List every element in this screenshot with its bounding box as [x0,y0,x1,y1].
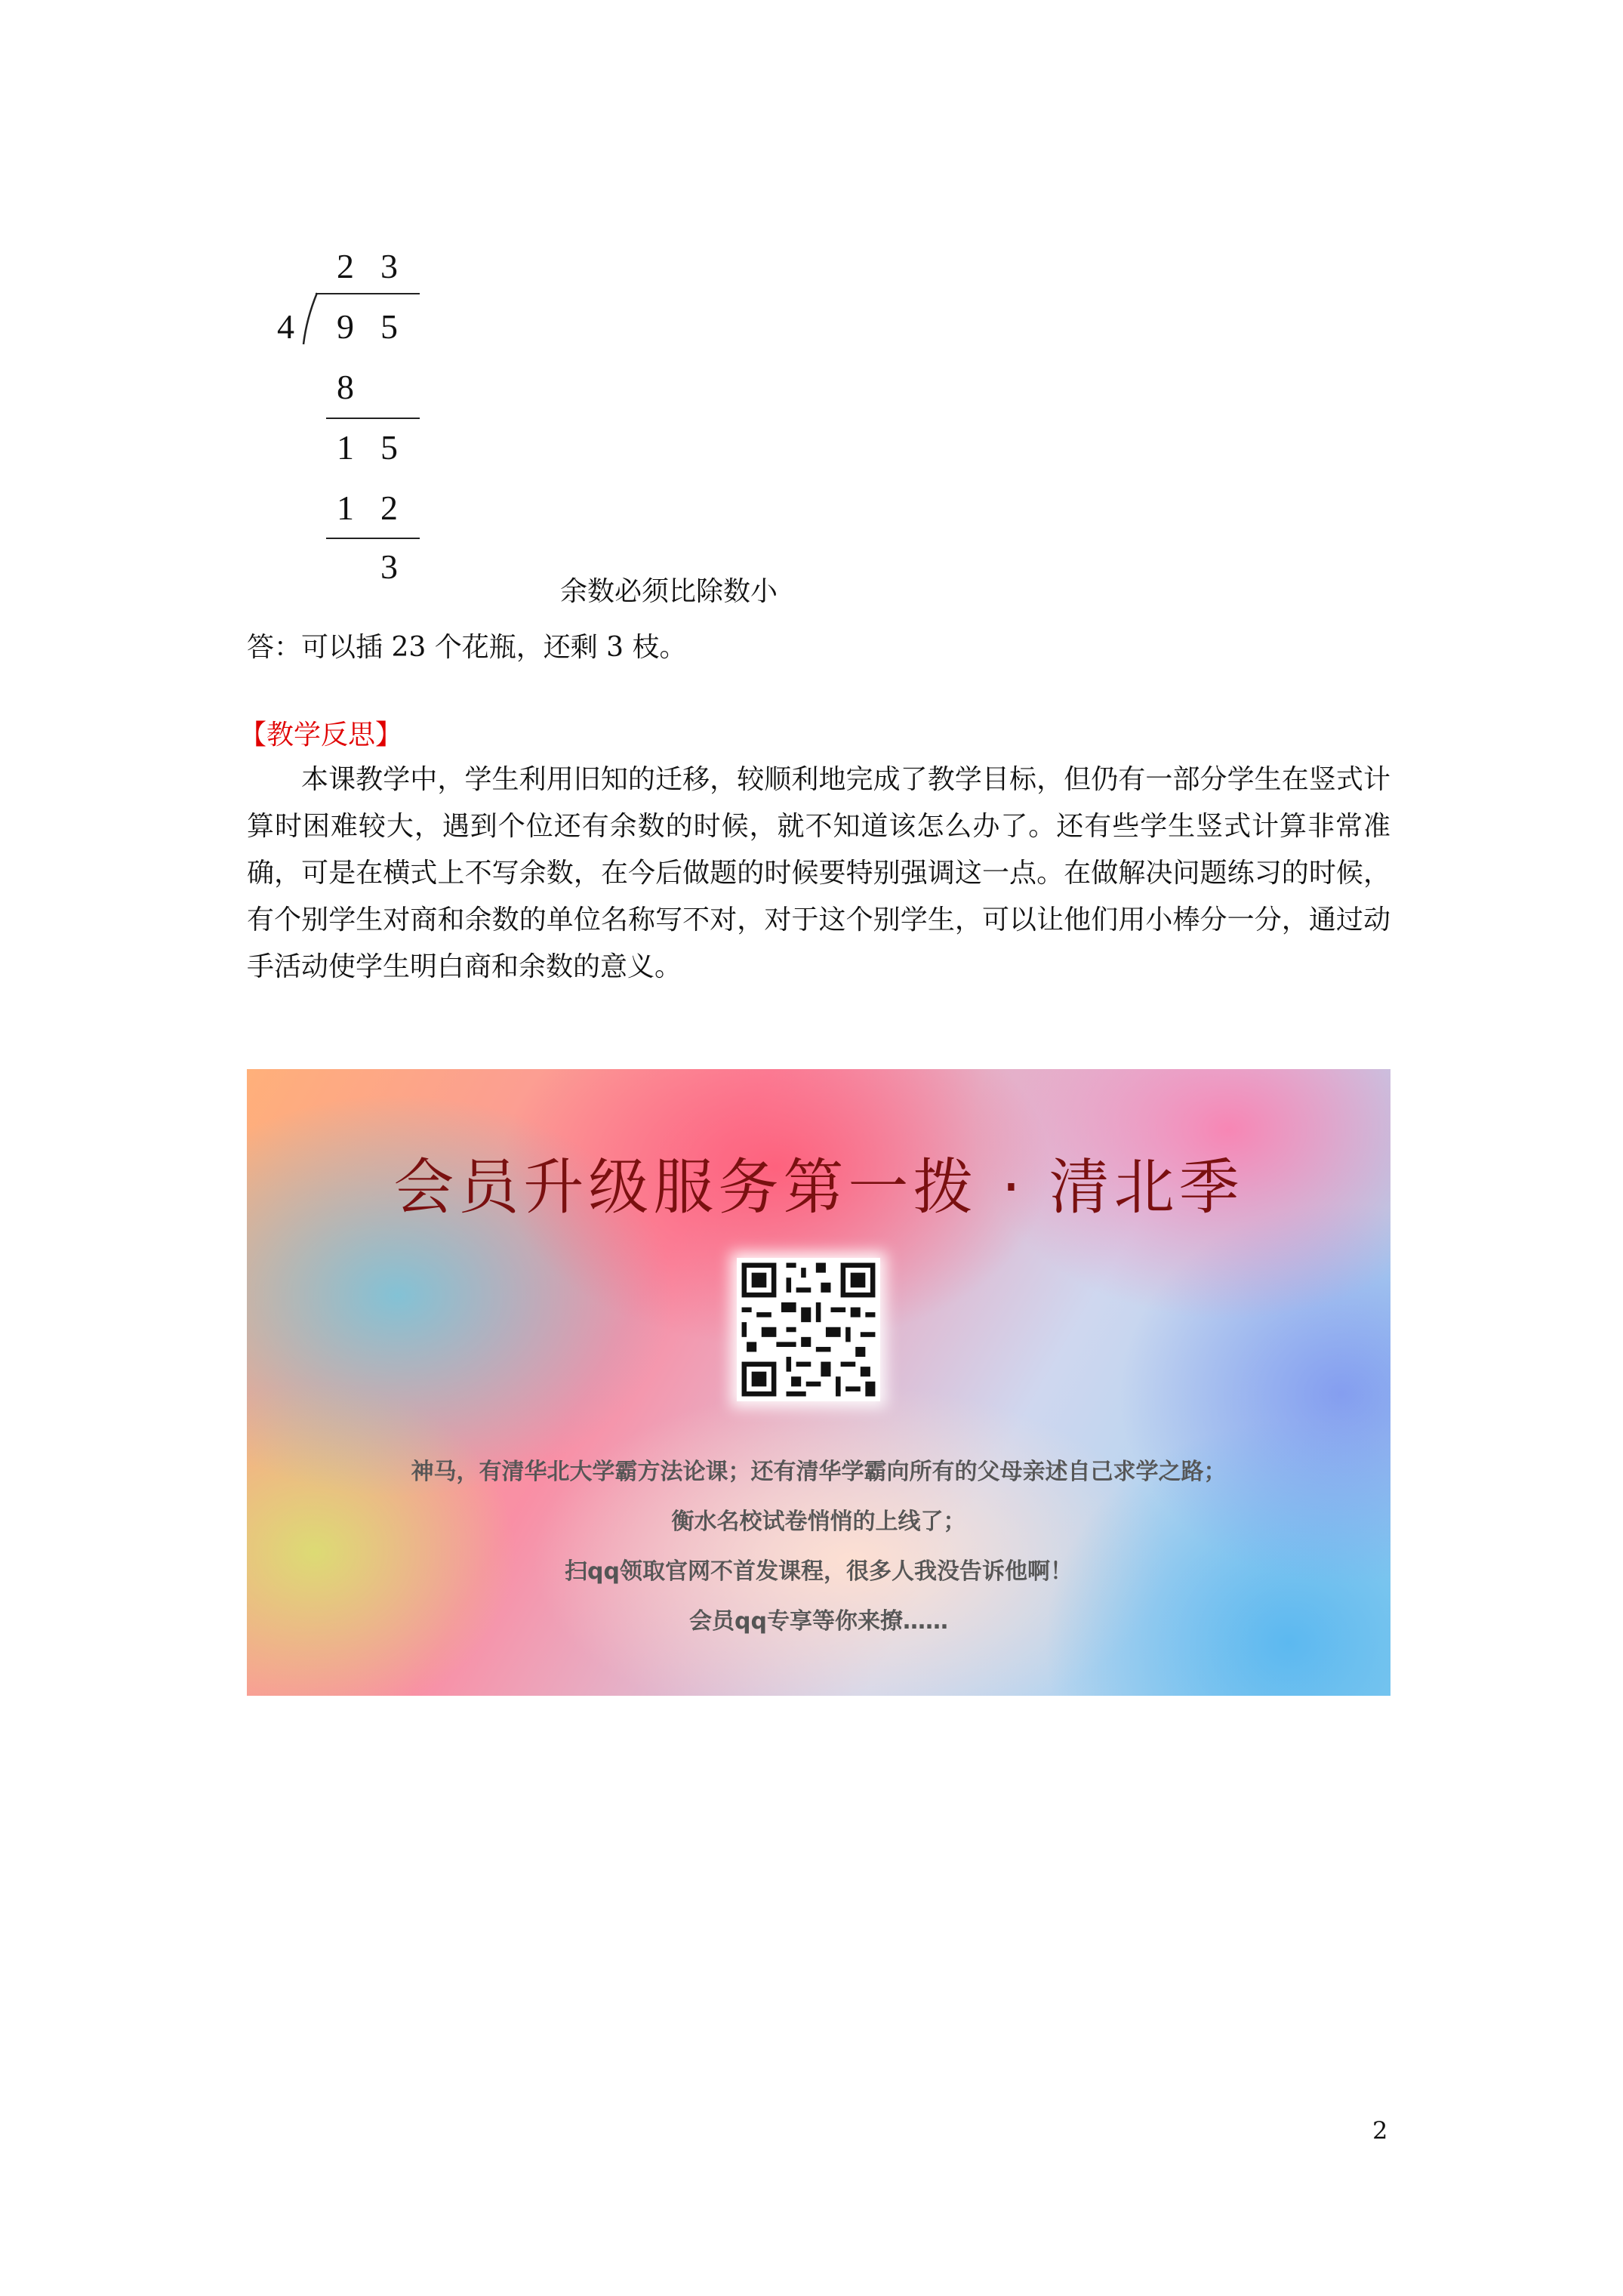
partial-digit: 5 [380,428,398,467]
answer-line: 答：可以插 23 个花瓶，还剩 3 枝。 [247,632,687,663]
subtraction-line [326,538,420,539]
remainder: 3 [380,547,398,586]
banner-line: 扫qq领取官网不首发课程，很多人我没告诉他啊！ [565,1558,1073,1585]
quotient-digit: 3 [380,247,398,285]
division-bracket [302,291,320,346]
quotient-digit: 2 [337,247,354,285]
dividend-digit: 5 [380,307,398,346]
reflection-body: 本课教学中，学生利用旧知的迁移，较顺利地完成了教学目标，但仍有一部分学生在竖式计算时困难较大，遇到个位还有余数的时候，就不知道该怎么办了。还有些学生竖式计算非常准确，可是在横式上不写余数，在今后做题的时候要特别强调这一点。在做解决问题练习的时候，有个别学生对商和余数的单位名称写不对，对于这个别学生，可以让他们用小棒分一分，通过动手活动使学生明白商和余数的意义。 [247,764,1390,982]
division-bar [316,293,420,294]
qr-code-icon [737,1258,880,1401]
promo-banner [247,1069,1390,1696]
subtraction-line [326,418,420,419]
reflection-heading: 【教学反思】 [239,720,403,750]
banner-line: 会员qq专享等你来撩…… [689,1608,948,1635]
banner-line: 神马，有清华北大学霸方法论课；还有清华学霸向所有的父母亲述自己求学之路； [411,1459,1227,1485]
step2-product-digit: 1 [337,488,354,527]
divisor: 4 [277,307,294,346]
dividend-digit: 9 [337,307,354,346]
step2-product-digit: 2 [380,488,398,527]
partial-digit: 1 [337,428,354,467]
page-number: 2 [1372,2116,1388,2145]
banner-title: 会员升级服务第一拨 · 清北季 [393,1152,1244,1222]
step1-product: 8 [337,368,354,406]
banner-line: 衡水名校试卷悄悄的上线了； [671,1509,966,1535]
remainder-note: 余数必须比除数小 [560,576,778,607]
